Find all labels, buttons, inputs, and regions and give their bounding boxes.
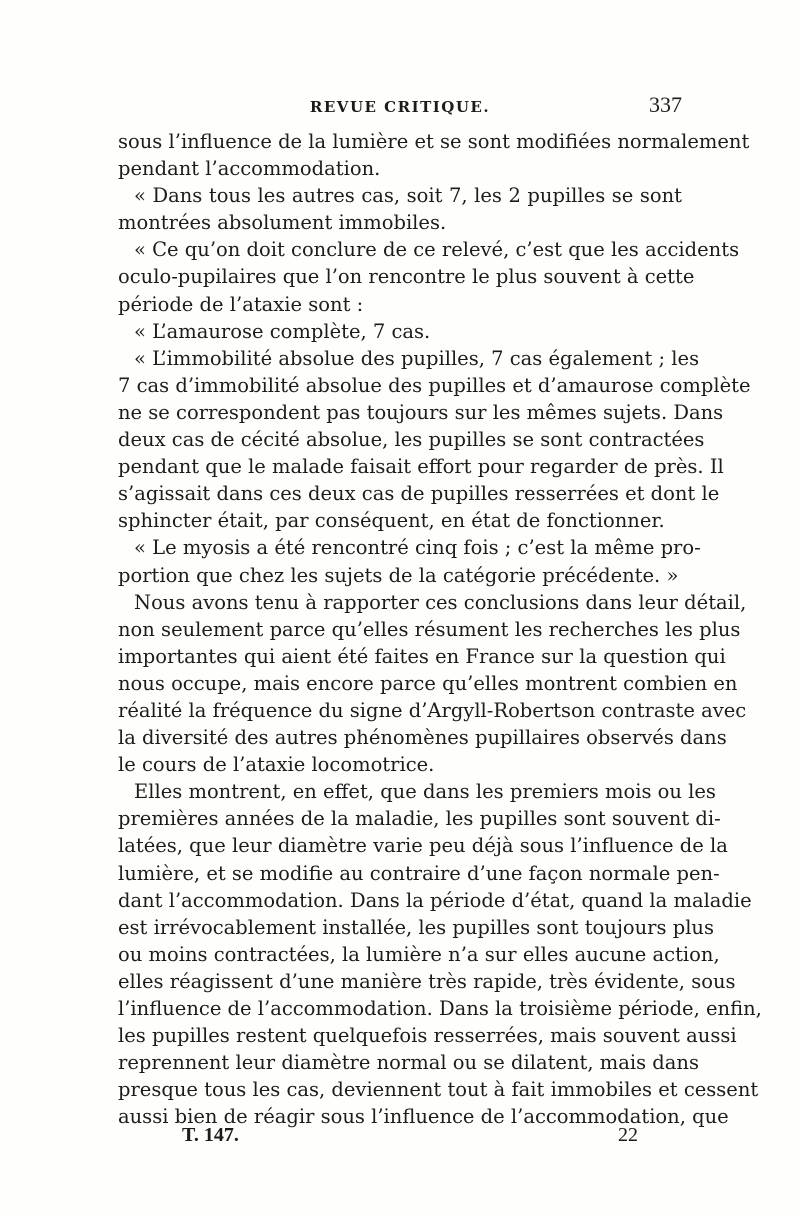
text-line: montrées absolument immobiles.	[118, 211, 447, 235]
text-line: nous occupe, mais encore parce qu’elles montrent combien en	[118, 671, 738, 695]
text-line: sphincter était, par conséquent, en état de fonctionner.	[118, 509, 665, 533]
sheet-number: 22	[618, 1124, 638, 1146]
text-line: réalité la fréquence du signe d’Argyll-Robertson contraste avec	[118, 698, 747, 722]
text-line: aussi bien de réagir sous l’influence de l’accommodation, que	[118, 1105, 729, 1129]
text-line: l’influence de l’accommodation. Dans la troisième période, enfin,	[118, 997, 762, 1020]
text-line: pendant l’accommodation.	[118, 157, 381, 181]
text-line: ou moins contractées, la lumière n’a sur elles aucune action,	[118, 942, 720, 966]
text-line: le cours de l’ataxie locomotrice.	[118, 753, 435, 777]
text-line: reprennent leur diamètre normal ou se dilatent, mais dans	[118, 1051, 699, 1075]
text-line: Elles montrent, en effet, que dans les premiers mois ou les	[134, 780, 716, 804]
text-line: latées, que leur diamètre varie peu déjà sous l’influence de la	[118, 834, 728, 858]
text-line: oculo-pupilaires que l’on rencontre le plus souvent à cette	[118, 265, 695, 289]
running-head	[118, 92, 682, 122]
text-line: 7 cas d’immobilité absolue des pupilles et d’amaurose complète	[118, 373, 751, 397]
running-title: REVUE CRITIQUE.	[309, 98, 491, 116]
text-line: elles réagissent d’une manière très rapide, très évidente, sous	[118, 969, 736, 993]
text-line: « L’amaurose complète, 7 cas.	[134, 319, 431, 343]
text-line: non seulement parce qu’elles résument les recherches les plus	[118, 617, 741, 641]
text-line: les pupilles restent quelquefois resserrées, mais souvent aussi	[118, 1024, 737, 1048]
text-line: « Le myosis a été rencontré cinq fois ; c’est la même pro-	[134, 536, 701, 560]
text-line: sous l’influence de la lumière et se sont modifiées normalement	[118, 130, 750, 153]
text-line: « L’immobilité absolue des pupilles, 7 cas également ; les	[134, 346, 700, 370]
text-line: premières années de la maladie, les pupilles sont souvent di-	[118, 807, 721, 831]
text-line: deux cas de cécité absolue, les pupilles se sont contractées	[118, 428, 705, 452]
text-line: « Dans tous les autres cas, soit 7, les 2 pupilles se sont	[134, 184, 682, 208]
text-line: Nous avons tenu à rapporter ces conclusions dans leur détail,	[134, 590, 747, 614]
text-line: pendant que le malade faisait effort pour regarder de près. Il	[118, 455, 724, 479]
text-line: est irrévocablement installée, les pupilles sont toujours plus	[118, 915, 714, 939]
body-text	[118, 128, 762, 1130]
text-line: ne se correspondent pas toujours sur les mêmes sujets. Dans	[118, 400, 724, 424]
text-line: période de l’ataxie sont :	[118, 292, 364, 316]
text-line: dant l’accommodation. Dans la période d’état, quand la maladie	[118, 888, 752, 912]
page-footer	[118, 1124, 682, 1154]
text-line: « Ce qu’on doit conclure de ce relevé, c’est que les accidents	[134, 238, 740, 262]
text-line: presque tous les cas, deviennent tout à fait immobiles et cessent	[118, 1078, 759, 1102]
volume-signature: T. 147.	[182, 1124, 239, 1146]
text-line: importantes qui aient été faites en France sur la question qui	[118, 644, 726, 668]
text-line: lumière, et se modifie au contraire d’une façon normale pen-	[118, 861, 720, 885]
text-line: s’agissait dans ces deux cas de pupilles resserrées et dont le	[118, 482, 720, 506]
page-number: 337	[649, 92, 682, 117]
text-line: la diversité des autres phénomènes pupillaires observés dans	[118, 726, 727, 750]
text-line: portion que chez les sujets de la catégorie précédente. »	[118, 563, 679, 587]
